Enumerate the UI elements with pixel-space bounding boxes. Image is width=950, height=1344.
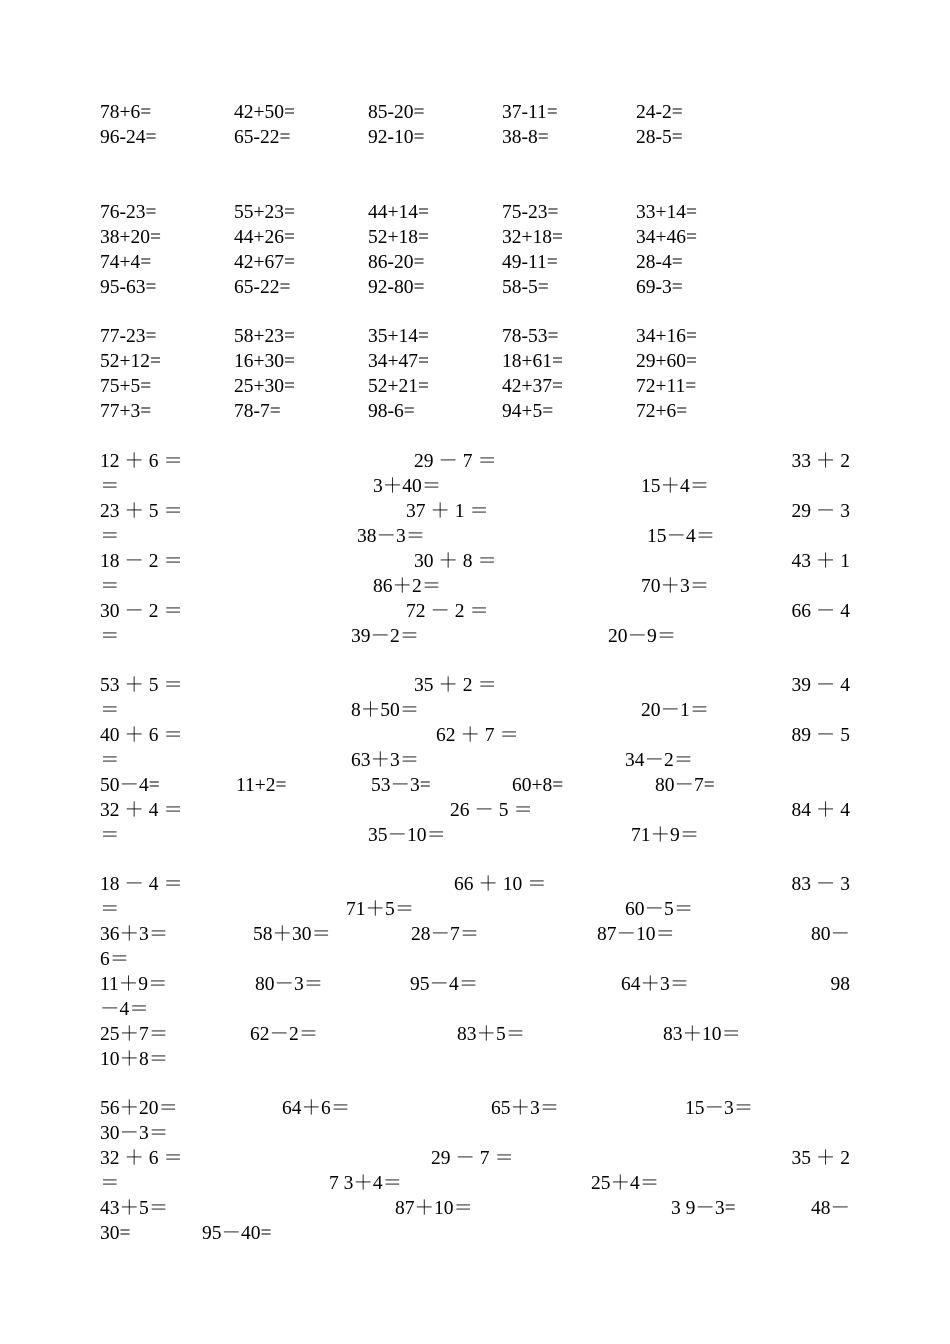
problem-line bbox=[100, 922, 850, 947]
math-problem: 83＋10＝ bbox=[663, 1024, 742, 1045]
math-problem: 66 － 4 bbox=[791, 601, 850, 622]
math-problem: 18 － 2 ＝ bbox=[100, 551, 183, 572]
math-problem: 78+6= bbox=[100, 102, 152, 123]
problem-line bbox=[100, 1022, 850, 1047]
problem-line bbox=[100, 275, 850, 300]
problem-line bbox=[100, 972, 850, 997]
math-problem: 40 ＋ 6 ＝ bbox=[100, 725, 183, 746]
problem-line bbox=[100, 499, 850, 524]
math-problem: 42+50= bbox=[234, 102, 295, 123]
math-problem: 37-11= bbox=[502, 102, 558, 123]
math-problem: 83＋5＝ bbox=[457, 1024, 526, 1045]
math-problem: 30－3＝ bbox=[100, 1123, 169, 1144]
math-problem: 87－10＝ bbox=[597, 924, 676, 945]
math-problem: 38-8= bbox=[502, 127, 549, 148]
math-problem: 80－3＝ bbox=[255, 974, 324, 995]
math-problem: 83 － 3 bbox=[791, 874, 850, 895]
math-problem: 35 ＋ 2 ＝ bbox=[414, 675, 497, 696]
math-problem: 44+14= bbox=[368, 202, 429, 223]
math-problem: 95－40= bbox=[202, 1223, 272, 1244]
math-problem: 65-22= bbox=[234, 127, 291, 148]
problem-line bbox=[100, 1121, 850, 1146]
math-problem: 95-63= bbox=[100, 277, 157, 298]
problem-line bbox=[100, 574, 850, 599]
math-problem: 36＋3＝ bbox=[100, 924, 169, 945]
problem-line bbox=[100, 872, 850, 897]
math-problem: 72+6= bbox=[636, 401, 688, 422]
problem-line bbox=[100, 823, 850, 848]
math-problem: 16+30= bbox=[234, 351, 295, 372]
math-problem: 44+26= bbox=[234, 227, 295, 248]
math-problem: 64＋3＝ bbox=[621, 974, 690, 995]
math-problem: ＝ bbox=[100, 576, 120, 597]
problem-line bbox=[100, 374, 850, 399]
problem-line bbox=[100, 349, 850, 374]
math-problem: 80－7= bbox=[655, 775, 715, 796]
math-problem: ＝ bbox=[100, 825, 120, 846]
math-problem: 32 ＋ 6 ＝ bbox=[100, 1148, 183, 1169]
math-problem: 72 － 2 ＝ bbox=[406, 601, 489, 622]
math-problem: 58-5= bbox=[502, 277, 549, 298]
math-problem: 71＋9＝ bbox=[631, 825, 700, 846]
math-problem: 28-4= bbox=[636, 252, 683, 273]
math-problem: 15＋4＝ bbox=[641, 476, 710, 497]
problem-line bbox=[100, 624, 850, 649]
math-problem: 92-10= bbox=[368, 127, 425, 148]
math-problem: 53－3= bbox=[371, 775, 431, 796]
math-problem: 60+8= bbox=[512, 775, 564, 796]
math-problem: 25＋7＝ bbox=[100, 1024, 169, 1045]
problem-line bbox=[100, 1096, 850, 1121]
math-problem: 75+5= bbox=[100, 376, 152, 397]
math-problem: 86＋2＝ bbox=[373, 576, 442, 597]
math-problem: 52+18= bbox=[368, 227, 429, 248]
math-problem: 38+20= bbox=[100, 227, 161, 248]
math-problem: 53 ＋ 5 ＝ bbox=[100, 675, 183, 696]
math-problem: 49-11= bbox=[502, 252, 558, 273]
problem-line bbox=[100, 125, 850, 150]
problem-line bbox=[100, 748, 850, 773]
math-problem: 92-80= bbox=[368, 277, 425, 298]
math-problem: 15－3＝ bbox=[685, 1098, 754, 1119]
math-problem: 29 － 3 bbox=[791, 501, 850, 522]
math-problem: 10＋8＝ bbox=[100, 1049, 169, 1070]
math-problem: 37 ＋ 1 ＝ bbox=[406, 501, 489, 522]
math-problem: 63＋3＝ bbox=[351, 750, 420, 771]
math-problem: 80－ bbox=[810, 924, 850, 945]
math-problem: ＝ bbox=[100, 626, 120, 647]
math-problem: 28－7＝ bbox=[411, 924, 480, 945]
math-problem: 77-23= bbox=[100, 326, 157, 347]
math-problem: 96-24= bbox=[100, 127, 157, 148]
problem-line bbox=[100, 673, 850, 698]
math-problem: －4＝ bbox=[100, 999, 149, 1020]
math-problem: 34+16= bbox=[636, 326, 697, 347]
math-problem: 32+18= bbox=[502, 227, 563, 248]
math-problem: 50－4= bbox=[100, 775, 160, 796]
math-problem: 52+21= bbox=[368, 376, 429, 397]
problem-line bbox=[100, 997, 850, 1022]
problem-line bbox=[100, 200, 850, 225]
math-problem: 94+5= bbox=[502, 401, 554, 422]
math-problem: 18 － 4 ＝ bbox=[100, 874, 183, 895]
math-problem: 43＋5＝ bbox=[100, 1198, 169, 1219]
math-problem: 30 ＋ 8 ＝ bbox=[414, 551, 497, 572]
math-problem: 60－5＝ bbox=[625, 899, 694, 920]
math-problem: 33 ＋ 2 bbox=[791, 451, 850, 472]
math-problem: 34－2＝ bbox=[625, 750, 694, 771]
math-problem: 25＋4＝ bbox=[591, 1173, 660, 1194]
math-problem: ＝ bbox=[100, 476, 120, 497]
problem-line bbox=[100, 250, 850, 275]
math-problem: 35 ＋ 2 bbox=[791, 1148, 850, 1169]
math-problem: 30= bbox=[100, 1223, 131, 1244]
math-problem: 62－2＝ bbox=[250, 1024, 319, 1045]
math-problem: ＝ bbox=[100, 1173, 120, 1194]
math-problem: 32 ＋ 4 ＝ bbox=[100, 800, 183, 821]
problem-line bbox=[100, 549, 850, 574]
problem-line bbox=[100, 100, 850, 125]
math-problem: 65-22= bbox=[234, 277, 291, 298]
math-problem: 25+30= bbox=[234, 376, 295, 397]
math-problem: ＝ bbox=[100, 526, 120, 547]
math-problem: ＝ bbox=[100, 700, 120, 721]
problem-line bbox=[100, 1047, 850, 1072]
math-problem: 71＋5＝ bbox=[346, 899, 415, 920]
problem-line bbox=[100, 399, 850, 424]
math-problem: 78-7= bbox=[234, 401, 281, 422]
math-problem: 52+12= bbox=[100, 351, 161, 372]
math-problem: 70＋3＝ bbox=[641, 576, 710, 597]
problem-line bbox=[100, 449, 850, 474]
math-problem: 66 ＋ 10 ＝ bbox=[454, 874, 547, 895]
problem-line bbox=[100, 1221, 850, 1246]
problem-line bbox=[100, 897, 850, 922]
math-problem: 11+2= bbox=[236, 775, 287, 796]
problem-line bbox=[100, 225, 850, 250]
math-problem: 43 ＋ 1 bbox=[791, 551, 850, 572]
problem-line bbox=[100, 599, 850, 624]
math-problem: 30 － 2 ＝ bbox=[100, 601, 183, 622]
math-problem: 29 － 7 ＝ bbox=[431, 1148, 514, 1169]
math-problem: 12 ＋ 6 ＝ bbox=[100, 451, 183, 472]
math-problem: 39－2＝ bbox=[351, 626, 420, 647]
math-problem: 85-20= bbox=[368, 102, 425, 123]
problem-line bbox=[100, 524, 850, 549]
math-problem: 15－4＝ bbox=[647, 526, 716, 547]
problem-line bbox=[100, 773, 850, 798]
math-problem: 33+14= bbox=[636, 202, 697, 223]
math-problem: 8＋50＝ bbox=[351, 700, 420, 721]
problem-line bbox=[100, 947, 850, 972]
math-problem: 18+61= bbox=[502, 351, 563, 372]
problem-line bbox=[100, 1171, 850, 1196]
math-problem: 56＋20＝ bbox=[100, 1098, 179, 1119]
math-problem: 69-3= bbox=[636, 277, 683, 298]
problem-line bbox=[100, 798, 850, 823]
math-problem: 76-23= bbox=[100, 202, 157, 223]
problem-line bbox=[100, 324, 850, 349]
problem-line bbox=[100, 1146, 850, 1171]
math-problem: 26 － 5 ＝ bbox=[450, 800, 533, 821]
math-problem: 75-23= bbox=[502, 202, 559, 223]
math-problem: 7 3＋4＝ bbox=[329, 1173, 403, 1194]
math-problem: 29+60= bbox=[636, 351, 697, 372]
math-problem: ＝ bbox=[100, 750, 120, 771]
problem-line bbox=[100, 474, 850, 499]
math-problem: 78-53= bbox=[502, 326, 559, 347]
math-problem: 55+23= bbox=[234, 202, 295, 223]
math-problem: 42+37= bbox=[502, 376, 563, 397]
math-problem: 74+4= bbox=[100, 252, 152, 273]
math-problem: 84 ＋ 4 bbox=[791, 800, 850, 821]
math-problem: 98 bbox=[830, 974, 850, 995]
math-problem: 86-20= bbox=[368, 252, 425, 273]
math-problem: 39 － 4 bbox=[791, 675, 850, 696]
math-problem: ＝ bbox=[100, 899, 120, 920]
math-problem: 11＋9＝ bbox=[100, 974, 168, 995]
math-problem: 58＋30＝ bbox=[253, 924, 332, 945]
math-problem: 87＋10＝ bbox=[395, 1198, 474, 1219]
math-problem: 98-6= bbox=[368, 401, 415, 422]
math-problem: 38－3＝ bbox=[357, 526, 426, 547]
math-problem: 58+23= bbox=[234, 326, 295, 347]
problem-line bbox=[100, 723, 850, 748]
math-problem: 6＝ bbox=[100, 949, 130, 970]
math-problem: 77+3= bbox=[100, 401, 152, 422]
math-problem: 65＋3＝ bbox=[491, 1098, 560, 1119]
math-problem: 48－ bbox=[810, 1198, 850, 1219]
math-problem: 23 ＋ 5 ＝ bbox=[100, 501, 183, 522]
problem-line bbox=[100, 698, 850, 723]
math-problem: 20－1＝ bbox=[641, 700, 710, 721]
math-problem: 72+11= bbox=[636, 376, 697, 397]
math-problem: 35+14= bbox=[368, 326, 429, 347]
math-problem: 3 9－3= bbox=[671, 1198, 736, 1219]
math-problem: 95－4＝ bbox=[410, 974, 479, 995]
math-problem: 20－9＝ bbox=[608, 626, 677, 647]
math-problem: 34+46= bbox=[636, 227, 697, 248]
math-problem: 89 － 5 bbox=[791, 725, 850, 746]
math-problem: 28-5= bbox=[636, 127, 683, 148]
problem-line bbox=[100, 1196, 850, 1221]
math-problem: 3＋40＝ bbox=[373, 476, 442, 497]
math-problem: 24-2= bbox=[636, 102, 683, 123]
math-problem: 62 ＋ 7 ＝ bbox=[436, 725, 519, 746]
math-problem: 29 － 7 ＝ bbox=[414, 451, 497, 472]
math-problem: 34+47= bbox=[368, 351, 429, 372]
math-problem: 35－10＝ bbox=[368, 825, 447, 846]
math-problem: 42+67= bbox=[234, 252, 295, 273]
math-problem: 64＋6＝ bbox=[282, 1098, 351, 1119]
